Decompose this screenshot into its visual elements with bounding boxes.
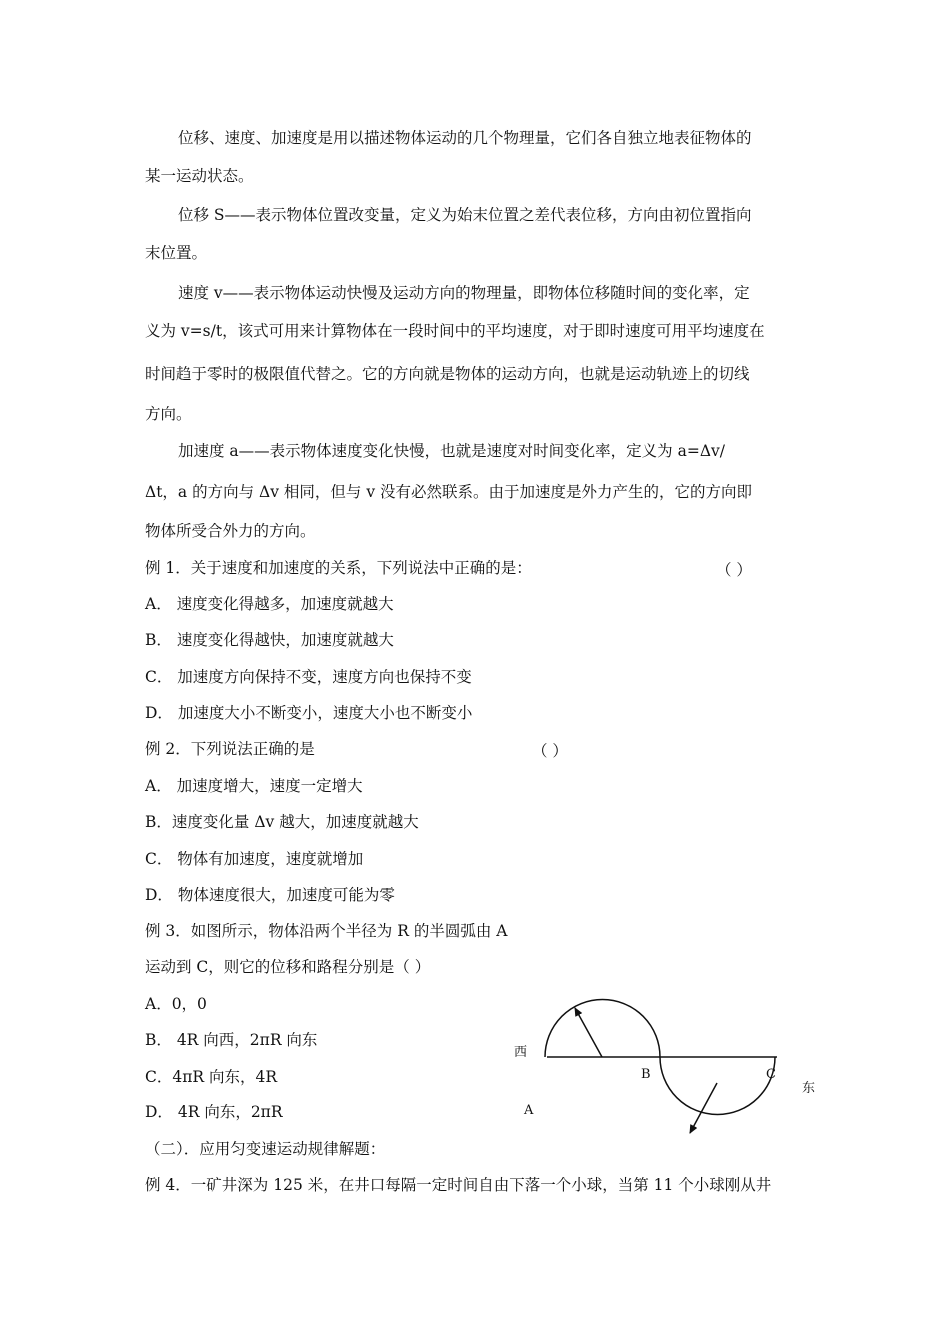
example-4-question-line-1: 例 4．一矿井深为 125 米，在井口每隔一定时间自由下落一个小球，当第 11 个小球刚从井 bbox=[145, 1176, 772, 1194]
figure-label-west: 西 bbox=[514, 1045, 528, 1060]
figure-label-b: B bbox=[641, 1067, 651, 1082]
section-2-heading: （二）．应用匀变速运动规律解题： bbox=[145, 1140, 386, 1158]
example-2-question: 例 2．下列说法正确的是 bbox=[145, 740, 315, 758]
figure-label-east: 东 bbox=[802, 1081, 816, 1096]
example-3-question-line-1: 例 3．如图所示，物体沿两个半径为 R 的半圆弧由 A bbox=[145, 922, 508, 940]
intro-paragraph-3-line-1: 速度 v——表示物体运动快慢及运动方向的物理量，即物体位移随时间的变化率，定 bbox=[178, 284, 750, 302]
intro-paragraph-1-line-2: 某一运动状态。 bbox=[145, 167, 254, 185]
intro-paragraph-4-line-3: 物体所受合外力的方向。 bbox=[145, 522, 316, 540]
lower-radius-arrow bbox=[690, 1083, 717, 1133]
intro-paragraph-4-line-2: Δt，a 的方向与 Δv 相同，但与 v 没有必然联系。由于加速度是外力产生的，它的方向即 bbox=[145, 483, 753, 501]
example-1-option-b: B． 速度变化得越快，加速度就越大 bbox=[145, 631, 394, 649]
intro-paragraph-4-line-1: 加速度 a——表示物体速度变化快慢，也就是速度对时间变化率，定义为 a=Δv/ bbox=[178, 442, 725, 460]
example-3-option-c: C．4πR 向东，4R bbox=[145, 1068, 278, 1086]
example-3-option-b: B． 4R 向西，2πR 向东 bbox=[145, 1031, 318, 1049]
example-3-option-a: A．0，0 bbox=[145, 995, 207, 1013]
example-1-option-c: C． 加速度方向保持不变，速度方向也保持不变 bbox=[145, 668, 472, 686]
example-3-option-d: D． 4R 向东，2πR bbox=[145, 1103, 283, 1121]
example-3-question-line-2: 运动到 C，则它的位移和路程分别是（ ） bbox=[145, 958, 431, 976]
intro-paragraph-3-line-4: 方向。 bbox=[145, 405, 192, 423]
upper-semicircle bbox=[545, 1000, 660, 1058]
example-1-option-a: A． 速度变化得越多，加速度就越大 bbox=[145, 595, 394, 613]
intro-paragraph-1-line-1: 位移、速度、加速度是用以描述物体运动的几个物理量，它们各自独立地表征物体的 bbox=[178, 129, 752, 147]
example-2-option-a: A． 加速度增大，速度一定增大 bbox=[145, 777, 363, 795]
upper-radius-arrow bbox=[575, 1008, 602, 1057]
example-1-question: 例 1．关于速度和加速度的关系，下列说法中正确的是： bbox=[145, 559, 532, 577]
example-1-option-d: D． 加速度大小不断变小，速度大小也不断变小 bbox=[145, 704, 473, 722]
lower-semicircle bbox=[660, 1057, 775, 1115]
intro-paragraph-3-line-3: 时间趋于零时的极限值代替之。它的方向就是物体的运动方向，也就是运动轨迹上的切线 bbox=[145, 365, 750, 383]
figure-label-c: C bbox=[766, 1067, 776, 1082]
example-2-answer-blank: （ ） bbox=[532, 742, 568, 760]
example-1-answer-blank: （ ） bbox=[716, 561, 752, 579]
example-2-option-b: B．速度变化量 Δv 越大，加速度就越大 bbox=[145, 813, 419, 831]
intro-paragraph-2-line-1: 位移 S——表示物体位置改变量，定义为始末位置之差代表位移，方向由初位置指向 bbox=[178, 206, 752, 224]
example-2-option-c: C． 物体有加速度，速度就增加 bbox=[145, 850, 364, 868]
intro-paragraph-3-line-2: 义为 v=s/t，该式可用来计算物体在一段时间中的平均速度，对于即时速度可用平均速度在 bbox=[145, 322, 765, 340]
intro-paragraph-2-line-2: 末位置。 bbox=[145, 244, 208, 262]
example-2-option-d: D． 物体速度很大，加速度可能为零 bbox=[145, 886, 395, 904]
figure-label-a: A bbox=[524, 1103, 534, 1118]
